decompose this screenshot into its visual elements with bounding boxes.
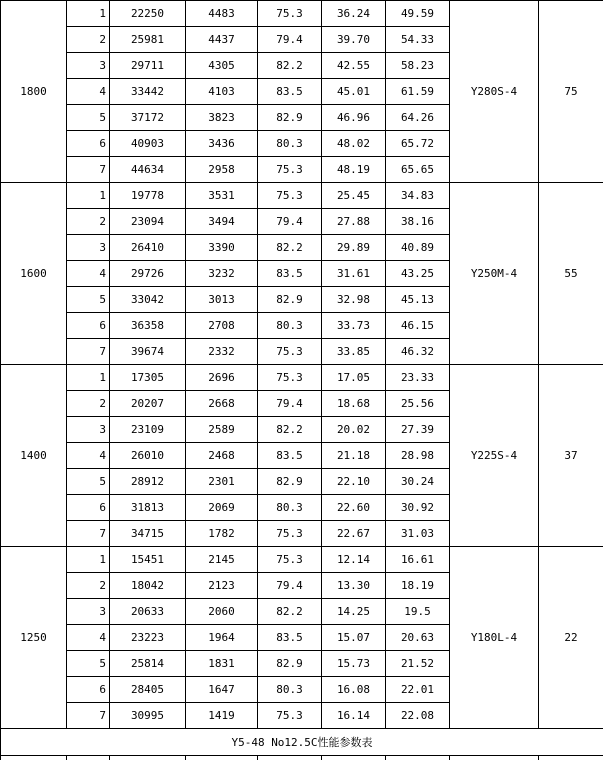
shaft-power-cell: 14.25: [322, 599, 386, 625]
efficiency-cell: 75.3: [258, 183, 322, 209]
point-index-cell: 1: [67, 183, 110, 209]
efficiency-cell: 80.3: [258, 131, 322, 157]
required-power-cell: 28.98: [386, 443, 450, 469]
pressure-cell: 2069: [186, 495, 258, 521]
flow-cell: 28912: [110, 469, 186, 495]
required-power-cell: 21.52: [386, 651, 450, 677]
point-index-cell: 3: [67, 417, 110, 443]
pressure-cell: 1419: [186, 703, 258, 729]
point-index-cell: 6: [67, 313, 110, 339]
efficiency-cell: 82.2: [258, 599, 322, 625]
pressure-cell: 2668: [186, 391, 258, 417]
point-index-cell: 4: [67, 443, 110, 469]
required-power-cell: 46.15: [386, 313, 450, 339]
table-row: [1, 365, 603, 391]
flow-cell: 18042: [110, 573, 186, 599]
shaft-power-cell: 27.88: [322, 209, 386, 235]
efficiency-cell: 75.3: [258, 157, 322, 183]
point-index-cell: 2: [67, 27, 110, 53]
flow-cell: 28405: [110, 677, 186, 703]
empty-cell: [1, 756, 67, 761]
efficiency-cell: 75.3: [258, 703, 322, 729]
pressure-cell: 3823: [186, 105, 258, 131]
flow-cell: 34715: [110, 521, 186, 547]
point-index-cell: 5: [67, 105, 110, 131]
efficiency-cell: 83.5: [258, 443, 322, 469]
required-power-cell: 25.56: [386, 391, 450, 417]
shaft-power-cell: 33.85: [322, 339, 386, 365]
motor-model-cell: Y250M-4: [450, 183, 539, 365]
shaft-power-cell: 18.68: [322, 391, 386, 417]
motor-model-cell: Y225S-4: [450, 365, 539, 547]
shaft-power-cell: 33.73: [322, 313, 386, 339]
flow-cell: 26010: [110, 443, 186, 469]
flow-cell: 23094: [110, 209, 186, 235]
efficiency-cell: 83.5: [258, 625, 322, 651]
table-row: [1, 547, 603, 573]
motor-power-cell: 22: [539, 547, 603, 729]
required-power-cell: 22.01: [386, 677, 450, 703]
shaft-power-cell: 48.19: [322, 157, 386, 183]
pressure-cell: 4103: [186, 79, 258, 105]
shaft-power-cell: 31.61: [322, 261, 386, 287]
required-power-cell: 45.13: [386, 287, 450, 313]
caption-row: [1, 729, 603, 756]
efficiency-cell: 79.4: [258, 209, 322, 235]
efficiency-cell: 83.5: [258, 79, 322, 105]
flow-cell: 31813: [110, 495, 186, 521]
point-index-cell: 2: [67, 391, 110, 417]
shaft-power-cell: 15.07: [322, 625, 386, 651]
speed-cell: 1400: [1, 365, 67, 547]
required-power-cell: 18.19: [386, 573, 450, 599]
point-index-cell: 1: [67, 1, 110, 27]
pressure-cell: 2145: [186, 547, 258, 573]
speed-cell: 1600: [1, 183, 67, 365]
efficiency-cell: 75.3: [258, 339, 322, 365]
flow-cell: 25814: [110, 651, 186, 677]
pressure-cell: 2589: [186, 417, 258, 443]
pressure-cell: 2468: [186, 443, 258, 469]
required-power-cell: 30.24: [386, 469, 450, 495]
efficiency-cell: 82.9: [258, 651, 322, 677]
pressure-cell: 1647: [186, 677, 258, 703]
point-index-cell: 4: [67, 625, 110, 651]
shaft-power-cell: 45.01: [322, 79, 386, 105]
pressure-cell: 3390: [186, 235, 258, 261]
flow-cell: 39674: [110, 339, 186, 365]
required-power-cell: 22.08: [386, 703, 450, 729]
required-power-cell: 19.5: [386, 599, 450, 625]
point-index-cell: 7: [67, 157, 110, 183]
efficiency-cell: 79.4: [258, 573, 322, 599]
point-index-cell: 4: [67, 261, 110, 287]
empty-cell: [67, 756, 110, 761]
shaft-power-cell: 12.14: [322, 547, 386, 573]
shaft-power-cell: 36.24: [322, 1, 386, 27]
empty-cell: [386, 756, 450, 761]
required-power-cell: 58.23: [386, 53, 450, 79]
point-index-cell: 3: [67, 599, 110, 625]
empty-cell: [322, 756, 386, 761]
flow-cell: 44634: [110, 157, 186, 183]
flow-cell: 33042: [110, 287, 186, 313]
pressure-cell: 3232: [186, 261, 258, 287]
pressure-cell: 3013: [186, 287, 258, 313]
point-index-cell: 7: [67, 339, 110, 365]
point-index-cell: 6: [67, 495, 110, 521]
pressure-cell: 2332: [186, 339, 258, 365]
shaft-power-cell: 21.18: [322, 443, 386, 469]
required-power-cell: 30.92: [386, 495, 450, 521]
flow-cell: 23109: [110, 417, 186, 443]
point-index-cell: 1: [67, 365, 110, 391]
required-power-cell: 65.65: [386, 157, 450, 183]
required-power-cell: 61.59: [386, 79, 450, 105]
empty-cell: [539, 756, 603, 761]
flow-cell: 29726: [110, 261, 186, 287]
efficiency-cell: 80.3: [258, 677, 322, 703]
shaft-power-cell: 42.55: [322, 53, 386, 79]
required-power-cell: 31.03: [386, 521, 450, 547]
point-index-cell: 4: [67, 79, 110, 105]
efficiency-cell: 82.2: [258, 417, 322, 443]
flow-cell: 36358: [110, 313, 186, 339]
point-index-cell: 3: [67, 235, 110, 261]
flow-cell: 20207: [110, 391, 186, 417]
pressure-cell: 1782: [186, 521, 258, 547]
pressure-cell: 4437: [186, 27, 258, 53]
motor-power-cell: 75: [539, 1, 603, 183]
shaft-power-cell: 17.05: [322, 365, 386, 391]
required-power-cell: 46.32: [386, 339, 450, 365]
required-power-cell: 54.33: [386, 27, 450, 53]
table-row: [1, 1, 603, 27]
flow-cell: 17305: [110, 365, 186, 391]
point-index-cell: 5: [67, 651, 110, 677]
required-power-cell: 65.72: [386, 131, 450, 157]
flow-cell: 37172: [110, 105, 186, 131]
pressure-cell: 1964: [186, 625, 258, 651]
efficiency-cell: 75.3: [258, 1, 322, 27]
pressure-cell: 4305: [186, 53, 258, 79]
required-power-cell: 43.25: [386, 261, 450, 287]
shaft-power-cell: 20.02: [322, 417, 386, 443]
motor-model-cell: Y180L-4: [450, 547, 539, 729]
speed-cell: 1800: [1, 1, 67, 183]
shaft-power-cell: 22.67: [322, 521, 386, 547]
motor-power-cell: 55: [539, 183, 603, 365]
shaft-power-cell: 16.14: [322, 703, 386, 729]
pressure-cell: 2123: [186, 573, 258, 599]
required-power-cell: 20.63: [386, 625, 450, 651]
efficiency-cell: 75.3: [258, 547, 322, 573]
pressure-cell: 3494: [186, 209, 258, 235]
shaft-power-cell: 25.45: [322, 183, 386, 209]
required-power-cell: 27.39: [386, 417, 450, 443]
required-power-cell: 49.59: [386, 1, 450, 27]
flow-cell: 26410: [110, 235, 186, 261]
flow-cell: 30995: [110, 703, 186, 729]
point-index-cell: 6: [67, 677, 110, 703]
efficiency-cell: 79.4: [258, 391, 322, 417]
required-power-cell: 16.61: [386, 547, 450, 573]
flow-cell: 29711: [110, 53, 186, 79]
point-index-cell: 2: [67, 209, 110, 235]
point-index-cell: 2: [67, 573, 110, 599]
point-index-cell: 3: [67, 53, 110, 79]
point-index-cell: 1: [67, 547, 110, 573]
shaft-power-cell: 29.89: [322, 235, 386, 261]
flow-cell: 23223: [110, 625, 186, 651]
pressure-cell: 3531: [186, 183, 258, 209]
required-power-cell: 64.26: [386, 105, 450, 131]
empty-cell: [186, 756, 258, 761]
efficiency-cell: 75.3: [258, 365, 322, 391]
shaft-power-cell: 13.30: [322, 573, 386, 599]
point-index-cell: 7: [67, 703, 110, 729]
flow-cell: 40903: [110, 131, 186, 157]
flow-cell: 22250: [110, 1, 186, 27]
required-power-cell: 38.16: [386, 209, 450, 235]
table-row: [1, 183, 603, 209]
pressure-cell: 1831: [186, 651, 258, 677]
empty-cell: [450, 756, 539, 761]
efficiency-cell: 82.2: [258, 53, 322, 79]
required-power-cell: 23.33: [386, 365, 450, 391]
shaft-power-cell: 32.98: [322, 287, 386, 313]
speed-cell: 1250: [1, 547, 67, 729]
efficiency-cell: 82.9: [258, 469, 322, 495]
table-body: [1, 1, 603, 761]
partial-row: [1, 756, 603, 761]
pressure-cell: 3436: [186, 131, 258, 157]
efficiency-cell: 80.3: [258, 495, 322, 521]
empty-cell: [110, 756, 186, 761]
pressure-cell: 2060: [186, 599, 258, 625]
point-index-cell: 6: [67, 131, 110, 157]
pressure-cell: 2301: [186, 469, 258, 495]
pressure-cell: 2708: [186, 313, 258, 339]
efficiency-cell: 79.4: [258, 27, 322, 53]
flow-cell: 19778: [110, 183, 186, 209]
flow-cell: 20633: [110, 599, 186, 625]
point-index-cell: 5: [67, 469, 110, 495]
efficiency-cell: 82.9: [258, 105, 322, 131]
shaft-power-cell: 22.60: [322, 495, 386, 521]
efficiency-cell: 83.5: [258, 261, 322, 287]
shaft-power-cell: 39.70: [322, 27, 386, 53]
pressure-cell: 2696: [186, 365, 258, 391]
shaft-power-cell: 15.73: [322, 651, 386, 677]
efficiency-cell: 82.2: [258, 235, 322, 261]
pressure-cell: 4483: [186, 1, 258, 27]
table-caption: Y5-48 No12.5C性能参数表: [1, 729, 603, 756]
point-index-cell: 7: [67, 521, 110, 547]
shaft-power-cell: 16.08: [322, 677, 386, 703]
flow-cell: 25981: [110, 27, 186, 53]
motor-model-cell: Y280S-4: [450, 1, 539, 183]
efficiency-cell: 80.3: [258, 313, 322, 339]
empty-cell: [258, 756, 322, 761]
point-index-cell: 5: [67, 287, 110, 313]
shaft-power-cell: 48.02: [322, 131, 386, 157]
pressure-cell: 2958: [186, 157, 258, 183]
efficiency-cell: 75.3: [258, 521, 322, 547]
flow-cell: 15451: [110, 547, 186, 573]
shaft-power-cell: 46.96: [322, 105, 386, 131]
shaft-power-cell: 22.10: [322, 469, 386, 495]
flow-cell: 33442: [110, 79, 186, 105]
motor-power-cell: 37: [539, 365, 603, 547]
efficiency-cell: 82.9: [258, 287, 322, 313]
required-power-cell: 34.83: [386, 183, 450, 209]
required-power-cell: 40.89: [386, 235, 450, 261]
